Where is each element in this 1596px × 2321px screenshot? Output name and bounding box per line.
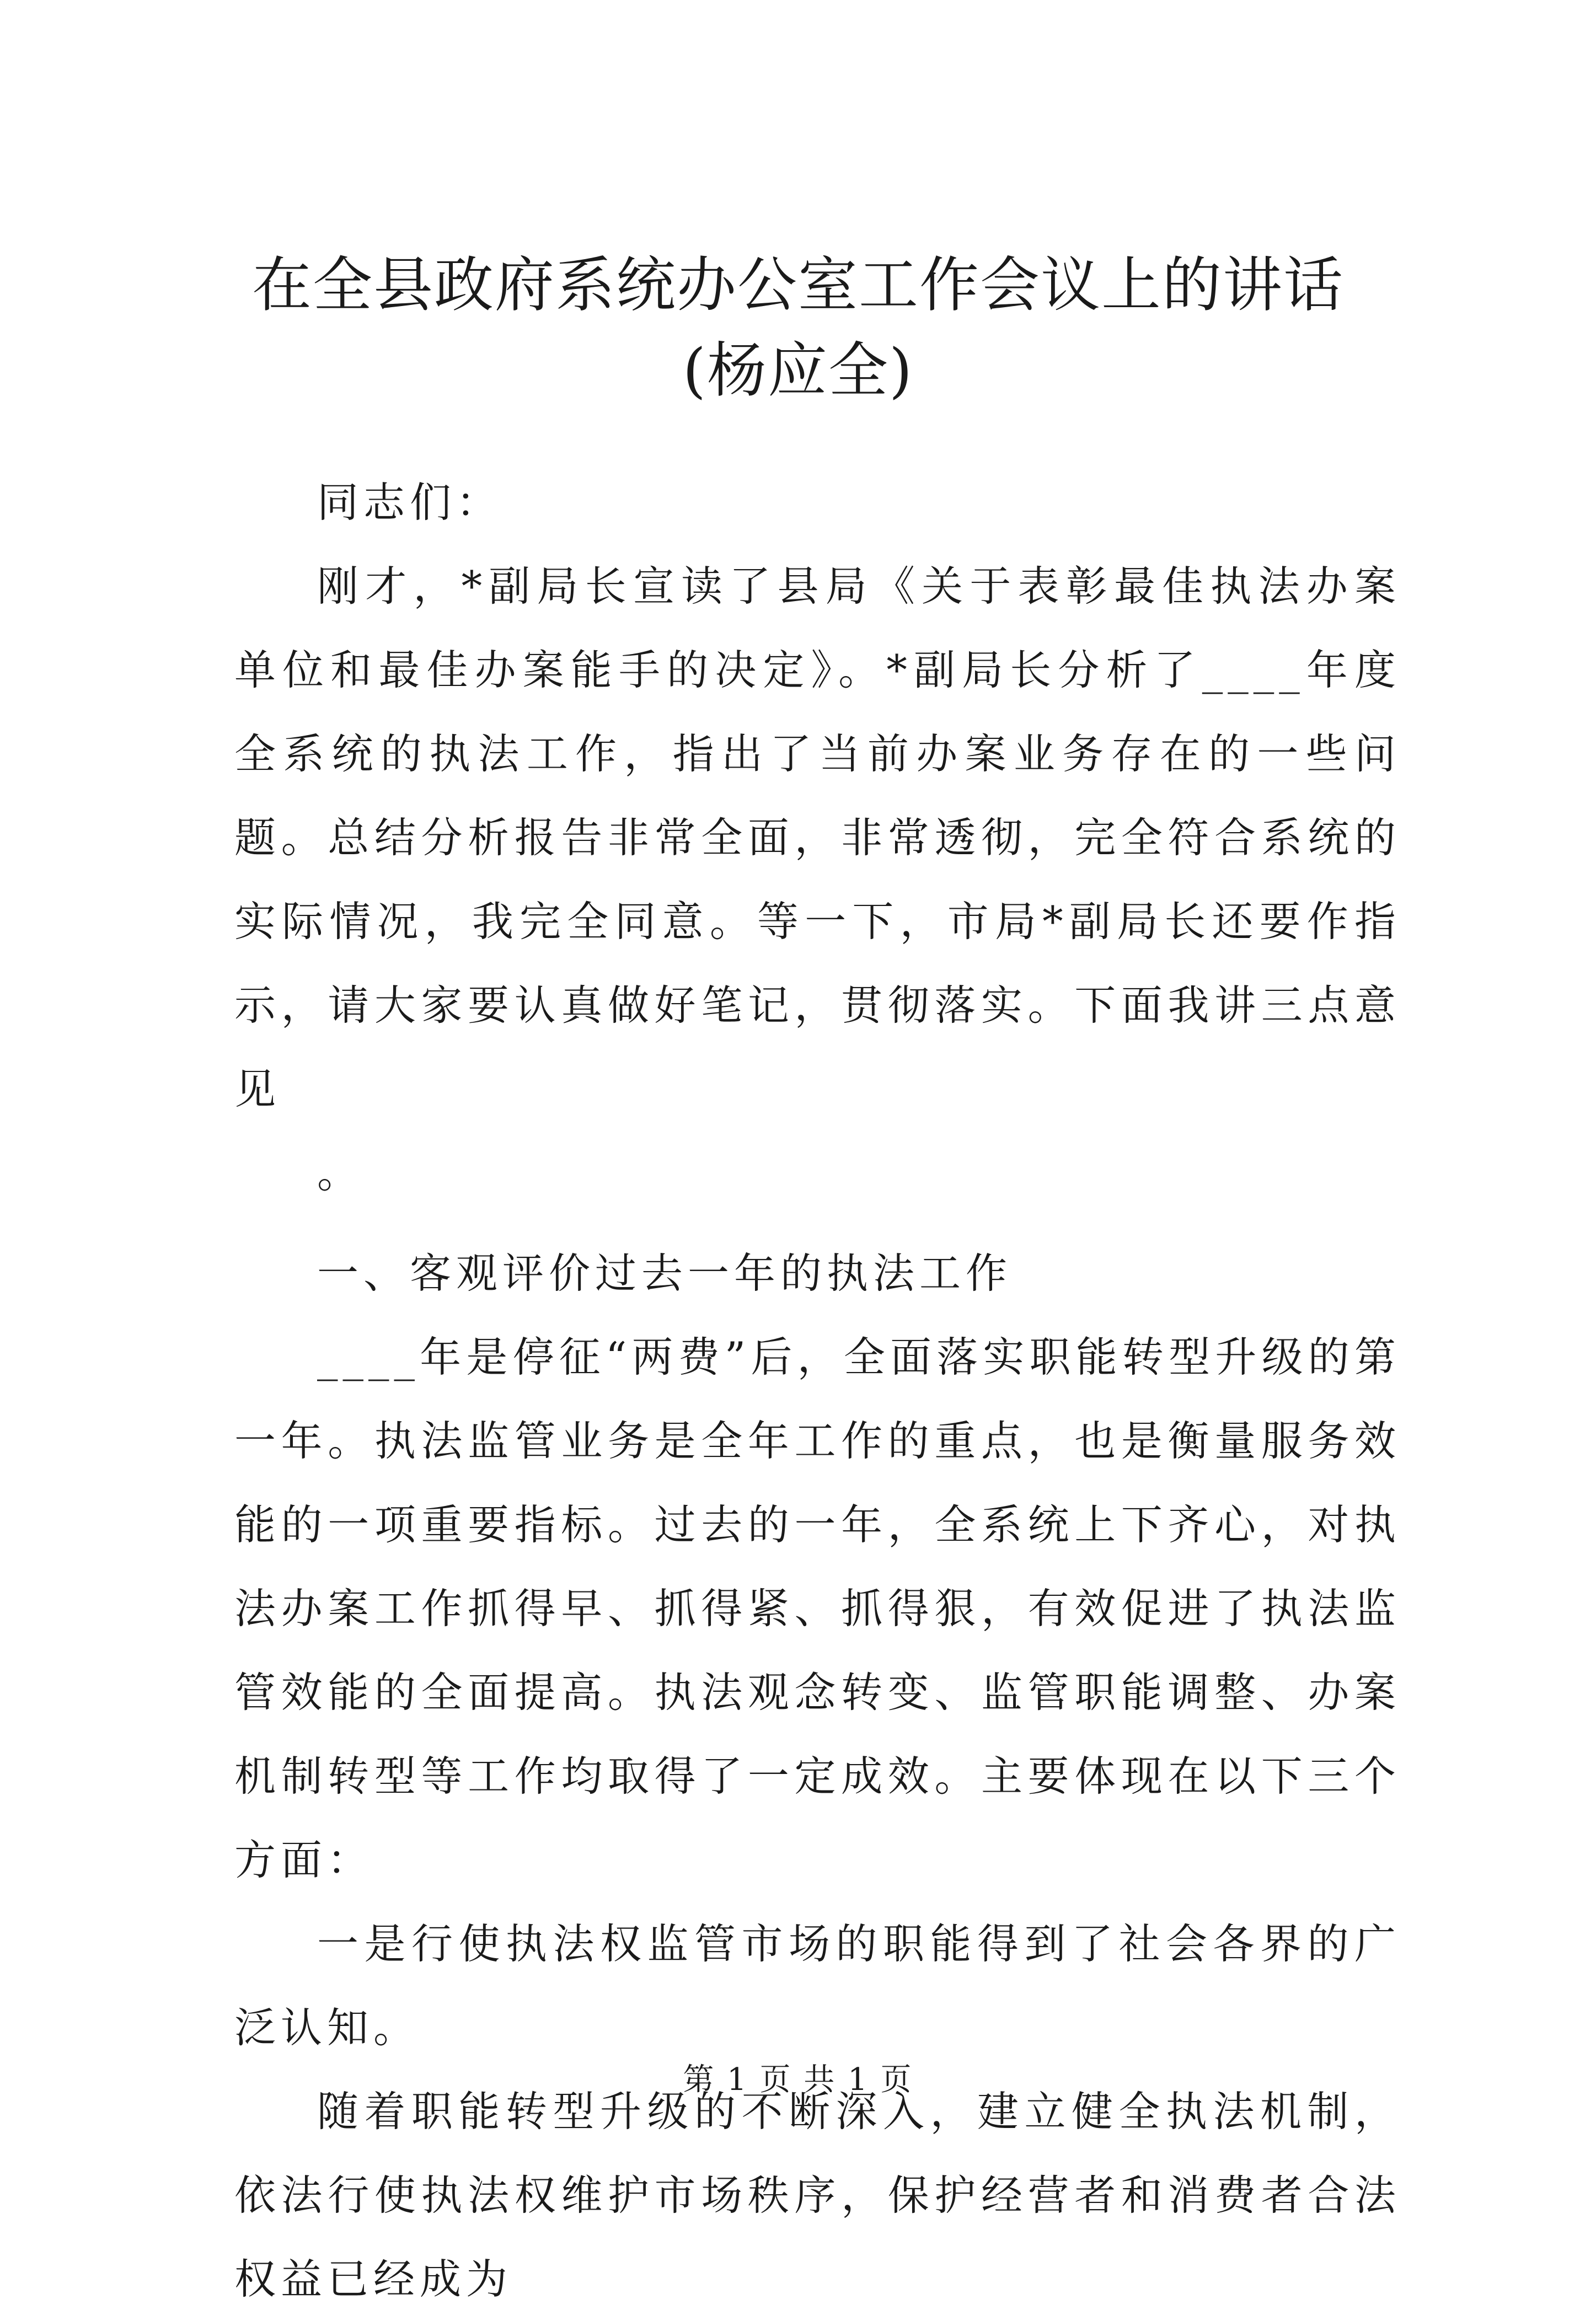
paragraph-period: 。 xyxy=(317,1149,364,1197)
paragraph-opening: 刚才，*副局长宣读了县局《关于表彰最佳执法办案单位和最佳办案能手的决定》。*副局长分析了____年度全系统的执法工作，指出了当前办案业务存在的一些问题。总结分析报告非常全面，非常透彻，完全符合系统的实际情况，我完全同意。等一下，市局*副局长还要作指示，请大家要认真做好笔记，贯彻落实。下面我讲三点意见 xyxy=(234,562,1401,1113)
paragraph-review: ____年是停征“两费”后，全面落实职能转型升级的第一年。执法监管业务是全年工作的重点，也是衡量服务效能的一项重要指标。过去的一年，全系统上下齐心，对执法办案工作抓得早、抓得紧、抓得狠，有效促进了执法监管效能的全面提高。执法观念转变、监管职能调整、办案机制转型等工作均取得了一定成效。主要体现在以下三个方面： xyxy=(234,1333,1401,1884)
document-body xyxy=(234,460,1401,2321)
section-heading-1: 一、客观评价过去一年的执法工作 xyxy=(317,1249,1013,1298)
paragraph-continuation: 随着职能转型升级的不断深入，建立健全执法机制，依法行使执法权维护市场秩序，保护经营者和消费者合法权益已经成为 xyxy=(234,2087,1401,2303)
page-footer: 第 1 页 共 1 页 xyxy=(683,2062,913,2098)
document-title: 在全县政府系统办公室工作会议上的讲话(杨应全) xyxy=(251,251,1344,405)
salutation: 同志们： xyxy=(317,478,503,527)
paragraph-point-1: 一是行使执法权监管市场的职能得到了社会各界的广泛认知。 xyxy=(234,1920,1401,2052)
